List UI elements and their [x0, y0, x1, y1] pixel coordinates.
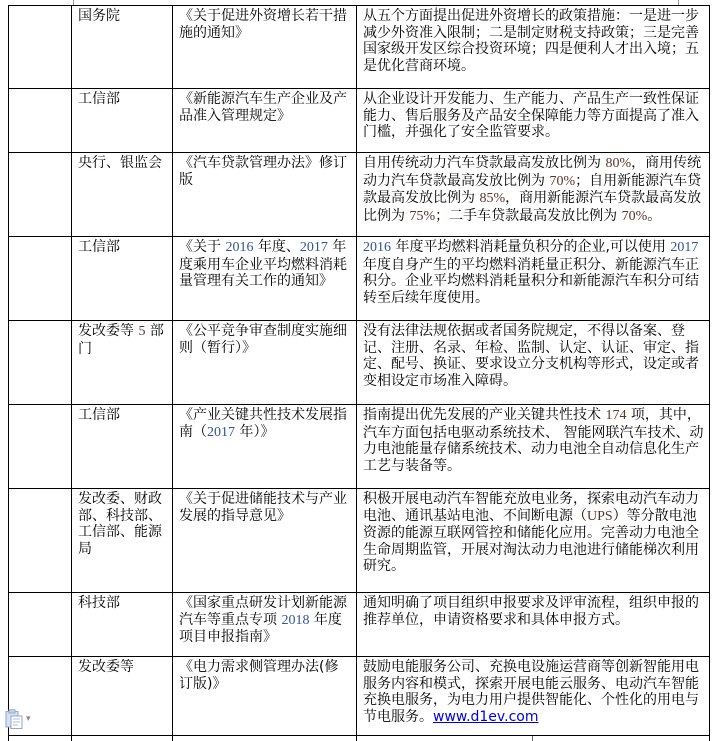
empty-cell[interactable] [9, 321, 71, 404]
text-run: ，商用传统动力汽车贷款最高发放比例为 [363, 155, 702, 189]
text-run: 2016 [225, 240, 254, 255]
agency-cell [71, 736, 172, 741]
chevron-down-icon: ▾ [26, 713, 31, 724]
text-run: 5 [138, 324, 146, 339]
text-run: 通知明确了项目组织申报要求及评审流程，组织申报的推荐单位，申请资格要求和具体申报方式。 [363, 595, 699, 628]
text-run: 《产业关键共性技术发展指南（ [179, 407, 347, 440]
table-row [9, 237, 709, 321]
agency-cell[interactable] [71, 405, 172, 488]
text-run: 《电力需求侧管理办法(修订版)》 [179, 659, 339, 692]
text-run: 2016 [363, 240, 391, 255]
table-row [9, 405, 709, 489]
text-run: 《国家重点研发计划新能源汽车等重点专项 [179, 595, 347, 628]
text-run: 发改委等 [78, 659, 134, 675]
text-run: 《关于促进储能技术与产业发展的指导意见》 [179, 491, 347, 524]
agency-cell[interactable] [71, 321, 172, 404]
text-run: 《汽车贷款管理办法》修订版 [179, 155, 347, 188]
text-run: 75% [409, 208, 436, 224]
table-row [9, 657, 709, 736]
policy-title-cell[interactable] [172, 6, 356, 88]
text-run: ；自用新能源汽车贷款最高发放比例为 [363, 172, 702, 206]
policy-title-cell[interactable] [172, 153, 356, 236]
description-cell[interactable] [356, 153, 709, 236]
policy-title-cell[interactable] [172, 593, 356, 656]
text-run: 《关于促进外资增长若干措施的通知》 [179, 8, 347, 41]
agency-cell[interactable] [71, 657, 172, 735]
text-run: 2017 [299, 240, 328, 255]
clipped-table-row [9, 736, 709, 741]
policy-title-cell[interactable] [172, 237, 356, 320]
table-row [9, 89, 709, 153]
text-run: 年度自身产生的平均燃料消耗量正积分、新能源汽车正积分。企业平均燃料消耗量积分和新能源汽车积分可结转至后续年度使用。 [363, 256, 699, 306]
agency-cell[interactable] [71, 593, 172, 656]
empty-cell[interactable] [9, 237, 71, 320]
text-run: 年度项目申报指南》 [179, 611, 342, 645]
text-run: 鼓励电能服务公司、充换电设施运营商等创新智能用电服务内容和模式，探索开展电能云服务、电动汽车智能充换电服务，为电力用户提供智能化、个性化的用电与节电服务。 [363, 659, 699, 725]
text-run: 174 [605, 408, 627, 423]
text-run: 85% [479, 191, 506, 206]
table-row [9, 6, 709, 89]
text-run: 70% [621, 208, 648, 224]
text-run: 2017 [207, 424, 235, 440]
text-run: 部门 [78, 323, 164, 357]
description-cell[interactable] [356, 237, 709, 320]
policy-title-cell [172, 736, 356, 741]
text-run: 年度、 [253, 239, 300, 255]
text-run: UPS [587, 508, 613, 524]
policy-title-cell[interactable] [172, 489, 356, 592]
text-run: 2018 [281, 612, 310, 628]
empty-cell[interactable] [9, 593, 71, 656]
description-cell[interactable] [356, 489, 709, 592]
text-run: 工信部 [78, 407, 120, 423]
website-link[interactable]: www.d1ev.com [433, 708, 539, 725]
text-run: ，商用新能源汽车贷款最高发放比例为 [363, 190, 702, 224]
text-run: 2017 [670, 240, 699, 255]
text-run: 积极开展电动汽车智能充放电业务，探索电动汽车动力电池、通讯基站电池、不间断电源（ [363, 491, 699, 524]
paste-options-button[interactable] [5, 709, 31, 729]
policy-title-cell[interactable] [172, 321, 356, 404]
empty-cell[interactable] [9, 89, 71, 152]
text-run: 发改委等 [78, 323, 139, 339]
text-run: 从企业设计开发能力、生产能力、产品生产一致性保证能力、售后服务及产品安全保障能力等方面提高了准入门槛，并强化了安全监管要求。 [363, 91, 699, 140]
text-run: 工信部 [78, 239, 120, 255]
text-run: 《关于 [179, 239, 226, 255]
text-run: 80% [605, 156, 632, 171]
text-run: 年度乘用车企业平均燃料消耗量管理有关工作的通知》 [179, 239, 347, 289]
table-row [9, 153, 709, 237]
description-cell[interactable] [356, 321, 709, 404]
text-run: 70% [549, 173, 576, 189]
policy-title-cell[interactable] [172, 405, 356, 488]
text-run: 。 [647, 207, 662, 224]
description-cell[interactable] [356, 593, 709, 656]
text-run: 国务院 [78, 8, 120, 24]
text-run: 从五个方面提出促进外资增长的政策措施：一是进一步减少外资准入限制；二是制定财税支持政策；三是完善国家级开发区综合投资环境；四是便利人才出入境；五是优化营商环境。 [363, 8, 699, 74]
agency-cell[interactable] [71, 6, 172, 88]
description-cell[interactable] [356, 657, 709, 735]
text-run: ；二手车贷款最高发放比例为 [435, 207, 622, 224]
agency-cell[interactable] [71, 153, 172, 236]
agency-cell[interactable] [71, 489, 172, 592]
text-run: 自用传统动力汽车贷款最高发放比例为 [363, 155, 606, 171]
empty-cell[interactable] [9, 6, 71, 88]
description-cell[interactable] [356, 6, 709, 88]
empty-cell [9, 736, 71, 741]
text-run: 发改委、财政部、科技部、工信部、能源局 [78, 491, 162, 557]
policy-table [8, 5, 710, 741]
text-run: 项，其中，汽车方面包括电驱动系统技术、 智能网联汽车技术、动力电池能量存储系统技术、动力电池全自动信息化生产工艺与装备等。 [363, 407, 704, 474]
description-cell[interactable] [356, 89, 709, 152]
empty-cell[interactable] [9, 489, 71, 592]
agency-cell[interactable] [71, 237, 172, 320]
agency-cell[interactable] [71, 89, 172, 152]
text-run: 工信部 [78, 91, 120, 107]
text-cursor [532, 736, 533, 741]
description-cell[interactable] [356, 405, 709, 488]
text-run: 科技部 [78, 595, 120, 611]
text-run: 年度平均燃料消耗量负积分的企业,可以使用 [391, 239, 671, 255]
text-run: 央行、银监会 [78, 155, 162, 171]
text-run: 指南提出优先发展的产业关键共性技术 [363, 407, 606, 423]
table-row [9, 489, 709, 593]
table-row [9, 593, 709, 657]
clipboard-icon [5, 709, 23, 729]
empty-cell[interactable] [9, 153, 71, 236]
text-run: 年）》 [235, 423, 275, 440]
policy-title-cell[interactable] [172, 89, 356, 152]
text-run: ）等分散电池资源的能源互联网管控和储能化应用。完善动力电池全生命周期监管，开展对淘汰动力电池进行储能梯次利用研究。 [363, 507, 699, 574]
empty-cell[interactable] [9, 405, 71, 488]
table-row [9, 321, 709, 405]
policy-title-cell[interactable] [172, 657, 356, 735]
text-run: 《新能源汽车生产企业及产品准入管理规定》 [179, 91, 347, 124]
text-run: 《公平竞争审查制度实施细则（暂行）》 [179, 323, 347, 356]
text-run: 没有法律法规依据或者国务院规定，不得以备案、登记、注册、名录、年检、监制、认定、认证、审定、指定、配号、换证、要求设立分支机构等形式，设定或者变相设定市场准入障碍。 [363, 323, 699, 389]
